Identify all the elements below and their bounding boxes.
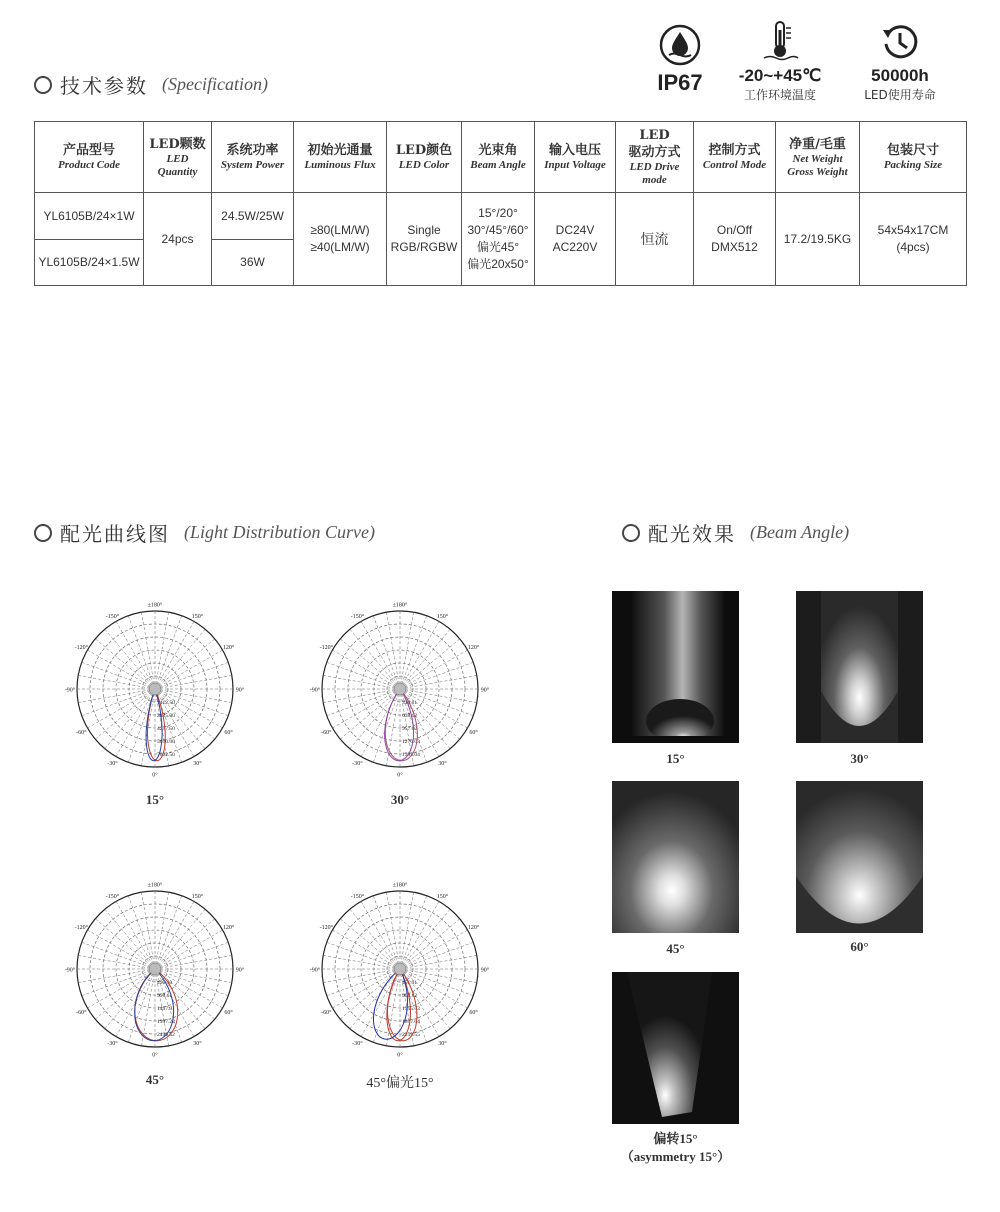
luminous-flux-cell: ≥80(LM/W) ≥40(LM/W) <box>294 193 387 286</box>
polar-grid-spoke <box>361 621 400 689</box>
system-power-cell: 24.5W/25W <box>212 193 294 240</box>
polar-value-label: 1497.91 <box>157 1006 175 1012</box>
beam-title-zh: 配光效果 <box>648 522 736 546</box>
beam-photo <box>796 591 923 743</box>
polar-angle-label: 0° <box>152 772 158 779</box>
header-cell: 包装尺寸 Packing Size <box>860 122 967 193</box>
beam-angle-cell: 15°/20° 30°/45°/60° 偏光45° 偏光20x50° <box>462 193 535 286</box>
polar-angle-label: -150° <box>350 613 365 620</box>
polar-diagram <box>64 872 245 1072</box>
polar-center-hub <box>394 963 406 975</box>
polar-diagram <box>64 592 245 792</box>
polar-angle-label: 150° <box>436 893 449 900</box>
drive-mode-cell: 恒流 <box>616 193 694 286</box>
polar-angle-label: 30° <box>193 1041 202 1048</box>
waterproof-drop-icon <box>659 24 701 66</box>
polar-angle-label: 150° <box>436 613 449 620</box>
header-cell: 初始光通量 Luminous Flux <box>294 122 387 193</box>
spec-title-en: (Specification) <box>162 74 268 94</box>
polar-diagram <box>309 872 490 1072</box>
control-mode-cell: On/Off DMX512 <box>694 193 776 286</box>
section-bullet-icon <box>622 524 640 542</box>
polar-angle-label: 120° <box>467 925 480 931</box>
spec-section-title <box>34 70 268 99</box>
badge-ip67 <box>630 24 730 96</box>
led-quantity-cell: 24pcs <box>144 193 212 286</box>
polar-value-label: 1355.73 <box>402 1006 420 1012</box>
polar-grid-spoke <box>155 650 223 689</box>
polar-grid-spoke <box>78 955 155 969</box>
header-cell: 净重/毛重 Net Weight Gross Weight <box>776 122 860 193</box>
polar-angle-label: -60° <box>76 730 87 736</box>
polar-value-label: 1807.64 <box>402 1019 420 1025</box>
polar-value-label: 7062.50 <box>157 752 175 758</box>
polar-value-label: 1276.03 <box>402 739 420 745</box>
polar-angle-label: 0° <box>397 772 403 779</box>
polar-center-hub <box>149 683 161 695</box>
polar-value-label: 903.82 <box>402 993 418 999</box>
polar-value-label: 1412.50 <box>157 700 175 706</box>
polar-angle-label: -30° <box>352 1041 363 1048</box>
polar-angle-label: 0° <box>152 1052 158 1059</box>
polar-angle-label: 90° <box>480 687 490 694</box>
ip-rating: IP67 <box>657 70 703 95</box>
polar-caption: 45° <box>145 1072 165 1087</box>
polar-chart-1 <box>64 592 245 812</box>
polar-grid-spoke <box>116 901 155 969</box>
led-color-cell: Single RGB/RGBW <box>387 193 462 286</box>
temperature-label: 工作环境温度 <box>743 88 816 102</box>
beam-caption: 45° <box>666 941 685 956</box>
packing-size-cell: 54x54x17CM (4pcs) <box>860 193 967 286</box>
polar-angle-label: 150° <box>191 893 204 900</box>
polar-angle-label: -90° <box>64 967 76 974</box>
polar-angle-label: 60° <box>224 730 233 736</box>
spec-title-zh: 技术参数 <box>60 74 148 98</box>
polar-value-label: 638.02 <box>402 713 418 719</box>
thermometer-icon <box>760 18 800 62</box>
polar-value-label: 4237.50 <box>157 726 175 732</box>
polar-angle-label: ±180° <box>147 602 163 609</box>
polar-angle-label: -30° <box>352 761 363 768</box>
polar-grid-spoke <box>155 621 194 689</box>
polar-grid-spoke <box>400 650 468 689</box>
polar-value-label: 499.30 <box>157 980 173 986</box>
polar-angle-label: -150° <box>105 613 120 620</box>
beam-caption: 30° <box>850 751 869 766</box>
header-cell: LED 驱动方式 LED Drive mode <box>616 122 694 193</box>
polar-angle-label: 60° <box>224 1010 233 1016</box>
polar-angle-label: -150° <box>105 893 120 900</box>
polar-angle-label: -90° <box>64 687 76 694</box>
header-cell: LED颗数 LED Quantity <box>144 122 212 193</box>
header-cell: 控制方式 Control Mode <box>694 122 776 193</box>
polar-angle-label: -60° <box>76 1010 87 1016</box>
polar-value-label: 451.91 <box>402 980 418 986</box>
header-cell: 光束角 Beam Angle <box>462 122 535 193</box>
polar-angle-label: -90° <box>309 687 321 694</box>
polar-center-hub <box>394 683 406 695</box>
polar-angle-label: 30° <box>193 761 202 768</box>
polar-grid-spoke <box>361 901 400 969</box>
header-cell: LED颜色 LED Color <box>387 122 462 193</box>
beam-effect-15 <box>612 591 739 767</box>
polar-grid-spoke <box>78 675 155 689</box>
polar-angle-label: -120° <box>74 645 89 651</box>
header-cell: 产品型号 Product Code <box>35 122 144 193</box>
polar-value-label: 5650.00 <box>157 739 175 745</box>
beam-effect-30 <box>796 591 923 767</box>
polar-caption: 30° <box>390 792 410 807</box>
lifetime-label: LED使用寿命 <box>864 88 936 102</box>
beam-caption: 60° <box>850 939 869 954</box>
polar-value-label: 998.61 <box>157 993 173 999</box>
beam-section-title <box>622 518 849 547</box>
beam-photo <box>796 781 923 933</box>
polar-angle-label: -60° <box>321 730 332 736</box>
polar-value-label: 2259.55 <box>402 1032 420 1038</box>
polar-angle-label: -90° <box>309 967 321 974</box>
polar-angle-label: 150° <box>191 613 204 620</box>
polar-angle-label: -60° <box>321 1010 332 1016</box>
beam-photo <box>612 591 739 743</box>
beam-effect-asymmetry <box>612 972 739 1166</box>
badge-temperature <box>730 18 830 103</box>
polar-value-label: 2825.00 <box>157 713 175 719</box>
product-code-cell: YL6105B/24×1.5W <box>35 240 144 286</box>
polar-grid-spoke <box>400 621 439 689</box>
beam-effect-60 <box>796 781 923 955</box>
polar-angle-label: 60° <box>469 730 478 736</box>
beam-photo <box>612 972 739 1124</box>
polar-center-hub <box>149 963 161 975</box>
section-bullet-icon <box>34 524 52 542</box>
polar-angle-label: 90° <box>480 967 490 974</box>
polar-grid-spoke <box>155 901 194 969</box>
polar-value-label: 319.01 <box>402 700 418 706</box>
polar-caption: 45°偏光15° <box>366 1076 434 1091</box>
input-voltage-cell: DC24V AC220V <box>535 193 616 286</box>
polar-grid-spoke <box>116 621 155 689</box>
polar-chart-4 <box>309 872 490 1092</box>
beam-caption: 15° <box>666 751 685 766</box>
polar-chart-3 <box>64 872 245 1092</box>
polar-angle-label: -30° <box>107 1041 118 1048</box>
polar-angle-label: ±180° <box>392 602 408 609</box>
table-header-row <box>35 122 967 193</box>
weight-cell: 17.2/19.5KG <box>776 193 860 286</box>
polar-angle-label: 30° <box>438 761 447 768</box>
header-cell: 输入电压 Input Voltage <box>535 122 616 193</box>
polar-grid-spoke <box>400 901 439 969</box>
polar-grid-spoke <box>400 930 468 969</box>
ldc-title-en: (Light Distribution Curve) <box>184 522 376 542</box>
polar-value-label: 1997.22 <box>157 1019 175 1025</box>
polar-angle-label: 90° <box>235 687 245 694</box>
polar-angle-label: 90° <box>235 967 245 974</box>
beam-title-en: (Beam Angle) <box>750 522 850 542</box>
polar-grid-spoke <box>323 955 400 969</box>
polar-angle-label: 0° <box>397 1052 403 1059</box>
polar-diagram <box>309 592 490 792</box>
polar-caption: 15° <box>145 792 165 807</box>
polar-angle-label: -120° <box>319 925 334 931</box>
system-power-cell: 36W <box>212 240 294 286</box>
polar-value-label: 957.02 <box>402 726 418 732</box>
lifetime-hours: 50000h <box>871 66 929 85</box>
header-cell: 系统功率 System Power <box>212 122 294 193</box>
beam-effect-45 <box>612 781 739 957</box>
ldc-title-zh: 配光曲线图 <box>60 522 170 546</box>
polar-angle-label: 120° <box>222 925 235 931</box>
polar-angle-label: 30° <box>438 1041 447 1048</box>
polar-grid-spoke <box>155 930 223 969</box>
polar-angle-label: 120° <box>467 645 480 651</box>
polar-grid-spoke <box>323 675 400 689</box>
badge-lifetime <box>850 22 950 103</box>
ldc-section-title <box>34 518 375 547</box>
temperature-range: -20~+45℃ <box>738 66 822 85</box>
section-bullet-icon <box>34 76 52 94</box>
spec-table <box>34 121 967 286</box>
clock-history-icon <box>880 22 920 62</box>
beam-caption: 偏转15° （asymmetry 15°） <box>620 1131 731 1164</box>
polar-chart-2 <box>309 592 490 812</box>
polar-angle-label: 60° <box>469 1010 478 1016</box>
polar-value-label: 2496.52 <box>157 1032 175 1038</box>
product-code-cell: YL6105B/24×1W <box>35 193 144 240</box>
polar-angle-label: -30° <box>107 761 118 768</box>
polar-angle-label: -150° <box>350 893 365 900</box>
polar-angle-label: ±180° <box>147 882 163 889</box>
table-row <box>35 193 967 240</box>
polar-angle-label: ±180° <box>392 882 408 889</box>
polar-angle-label: -120° <box>74 925 89 931</box>
polar-value-label: 1595.04 <box>402 752 420 758</box>
polar-angle-label: 120° <box>222 645 235 651</box>
polar-angle-label: -120° <box>319 645 334 651</box>
beam-photo <box>612 781 739 933</box>
